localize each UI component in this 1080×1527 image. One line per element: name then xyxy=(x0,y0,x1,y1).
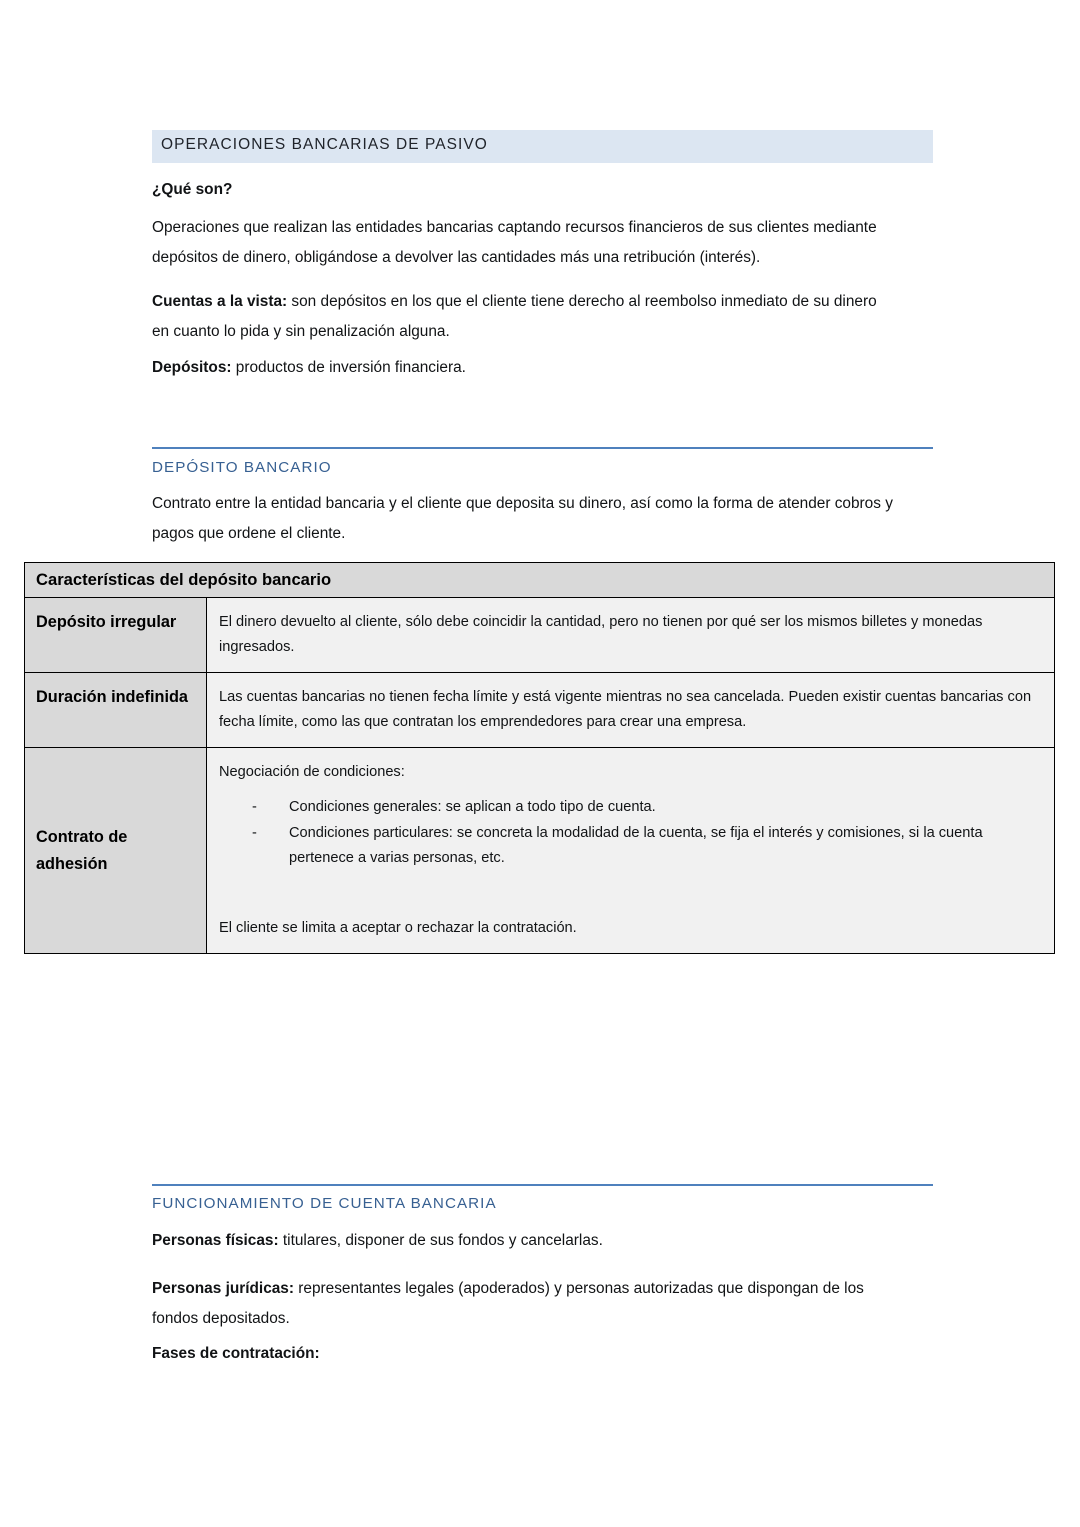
list-item-text: Condiciones generales: se aplican a todo tipo de cuenta. xyxy=(289,799,656,815)
term-personas-juridicas-text: representantes legales (apoderados) y personas autorizadas que dispongan de los fondos depositados. xyxy=(152,1280,864,1327)
term-personas-juridicas xyxy=(152,1274,894,1334)
table-row xyxy=(25,673,1055,748)
divider-rule-deposito-bancario xyxy=(152,447,933,449)
dash-bullet-icon: - xyxy=(252,825,257,841)
subheading-que-son-text: ¿Qué son? xyxy=(152,181,233,198)
heading-fases-de-contratacion-text: Fases de contratación: xyxy=(152,1345,320,1362)
section-banner-operaciones-pasivo xyxy=(152,130,933,163)
list-item-text: Condiciones particulares: se concreta la modalidad de la cuenta, se fija el interés y comisiones, si la cuenta pertenece a varias personas, etc. xyxy=(289,825,983,866)
table-row-label-deposito-irregular: Depósito irregular xyxy=(25,598,207,673)
banner-title: OPERACIONES BANCARIAS DE PASIVO xyxy=(161,136,488,153)
list-item xyxy=(219,795,1040,820)
heading-deposito-bancario: DEPÓSITO BANCARIO xyxy=(152,459,332,476)
condiciones-list xyxy=(219,795,1040,871)
table-row xyxy=(25,748,1055,954)
term-cuentas-a-la-vista-label: Cuentas a la vista: xyxy=(152,293,288,310)
term-personas-fisicas xyxy=(152,1226,894,1256)
table-row-label-duracion-indefinida: Duración indefinida xyxy=(25,673,207,748)
cell-spacer xyxy=(219,872,1040,916)
table-header-row xyxy=(25,563,1055,598)
table-row xyxy=(25,598,1055,673)
heading-fases-de-contratacion xyxy=(152,1339,894,1369)
subheading-que-son xyxy=(152,175,894,205)
table-row-body-contrato-de-adhesion xyxy=(207,748,1055,954)
term-personas-juridicas-label: Personas jurídicas: xyxy=(152,1280,294,1297)
term-cuentas-a-la-vista xyxy=(152,287,894,347)
heading-funcionamiento-cuenta-bancaria: FUNCIONAMIENTO DE CUENTA BANCARIA xyxy=(152,1195,497,1212)
divider-rule-funcionamiento xyxy=(152,1184,933,1186)
contrato-adhesion-tail: El cliente se limita a aceptar o rechazar la contratación. xyxy=(219,920,577,936)
term-depositos-label: Depósitos: xyxy=(152,359,232,376)
term-personas-fisicas-label: Personas físicas: xyxy=(152,1232,279,1249)
table-row-body-duracion-indefinida: Las cuentas bancarias no tienen fecha límite y está vigente mientras no sea cancelada. Pueden existir cuentas bancarias con fecha límite, como las que contratan los emprendedores para crear una empresa. xyxy=(207,673,1055,748)
table-row-body-deposito-irregular: El dinero devuelto al cliente, sólo debe coincidir la cantidad, pero no tienen por qué ser los mismos billetes y monedas ingresados. xyxy=(207,598,1055,673)
term-depositos xyxy=(152,353,894,383)
paragraph-deposito-bancario: Contrato entre la entidad bancaria y el cliente que deposita su dinero, así como la forma de atender cobros y pagos que ordene el cliente. xyxy=(152,495,893,542)
paragraph-definicion: Operaciones que realizan las entidades bancarias captando recursos financieros de sus clientes mediante depósitos de dinero, obligándose a devolver las cantidades más una retribución (interés). xyxy=(152,219,877,266)
negociacion-intro: Negociación de condiciones: xyxy=(219,764,405,780)
term-personas-fisicas-text: titulares, disponer de sus fondos y cancelarlas. xyxy=(278,1232,603,1249)
term-cuentas-a-la-vista-text: son depósitos en los que el cliente tiene derecho al reembolso inmediato de su dinero en cuanto lo pida y sin penalización alguna. xyxy=(152,293,877,340)
term-depositos-text: productos de inversión financiera. xyxy=(231,359,466,376)
table-caracteristicas-deposito-bancario xyxy=(24,562,1055,954)
table-header-cell: Características del depósito bancario xyxy=(25,563,1055,598)
list-item xyxy=(219,821,1040,871)
dash-bullet-icon: - xyxy=(252,799,257,815)
table-row-label-contrato-de-adhesion: Contrato de adhesión xyxy=(25,748,207,954)
